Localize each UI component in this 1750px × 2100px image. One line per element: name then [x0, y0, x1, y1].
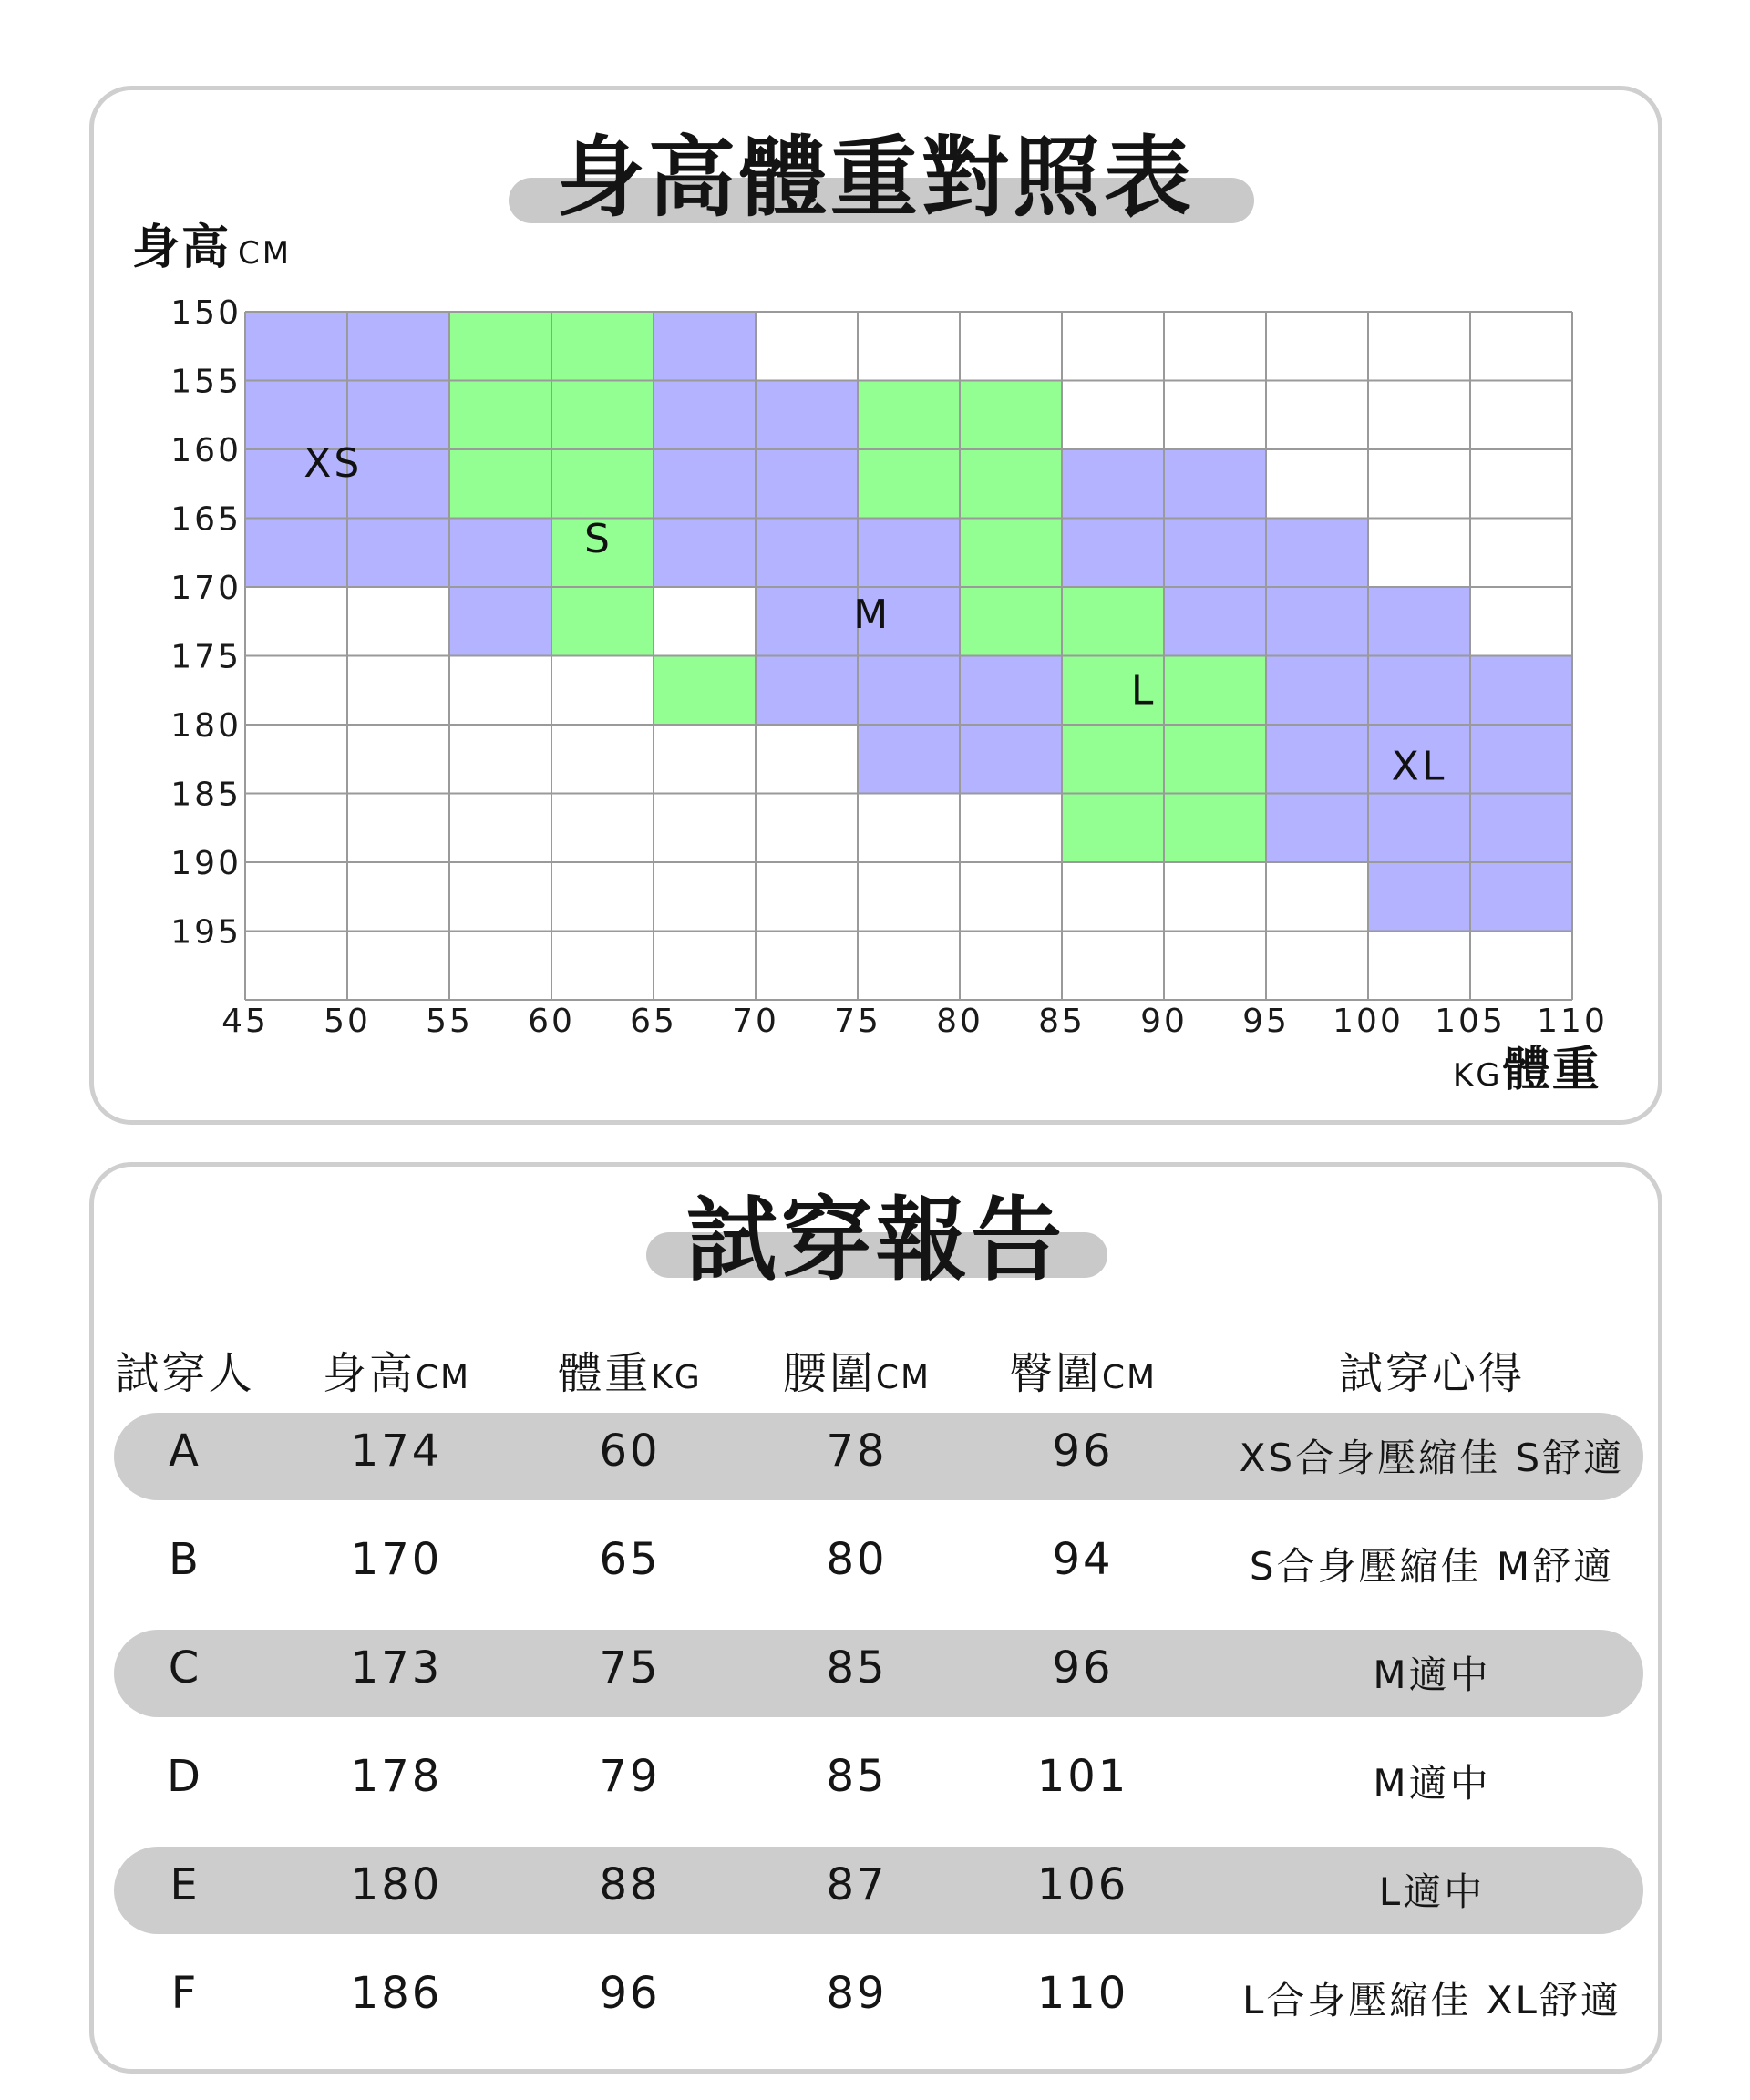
cell-waist: 80 [826, 1534, 888, 1585]
size-cell-m [449, 519, 551, 588]
x-axis-label: 體重 [1502, 1043, 1601, 1097]
size-cell-xl [1266, 519, 1368, 588]
x-tick-label: 85 [1038, 1003, 1086, 1040]
header-notes: 試穿心得 [1338, 1348, 1526, 1399]
size-cell-xl [1266, 656, 1368, 726]
cell-waist: 78 [826, 1426, 888, 1477]
size-cell-l [960, 449, 1062, 519]
cell-height: 186 [350, 1968, 443, 2019]
cell-weight: 79 [599, 1751, 661, 1802]
size-cell-xl [1062, 449, 1164, 519]
size-cell-m [858, 725, 960, 794]
table-row [94, 1955, 1658, 2043]
y-tick-label: 180 [170, 707, 242, 745]
size-cell-s [449, 312, 551, 381]
size-cell-m [654, 449, 756, 519]
cell-note: L合身壓縮佳 XL舒適 [1242, 1978, 1621, 2023]
x-tick-label: 95 [1242, 1003, 1290, 1040]
fitting-report-card [89, 1162, 1662, 2074]
size-cell-m [858, 656, 960, 726]
size-cell-s [551, 587, 654, 656]
cell-height: 173 [350, 1642, 443, 1693]
size-label-m: M [853, 592, 891, 639]
size-label-xl: XL [1391, 743, 1447, 790]
cell-note: M適中 [1373, 1652, 1491, 1697]
x-tick-label: 100 [1333, 1003, 1404, 1040]
size-cell-m [654, 381, 756, 450]
y-axis-unit: CM [238, 235, 293, 272]
cell-hip: 110 [1036, 1968, 1129, 2019]
size-cell-s [551, 381, 654, 450]
size-cell-m [654, 312, 756, 381]
size-cell-xl [1470, 862, 1572, 932]
size-cell-l [1164, 794, 1266, 863]
size-cell-l [960, 519, 1062, 588]
size-cell-m [449, 587, 551, 656]
size-cell-s [551, 312, 654, 381]
size-cell-m [756, 449, 858, 519]
table-row [94, 1521, 1658, 1609]
x-tick-label: 50 [324, 1003, 371, 1040]
cell-waist: 89 [826, 1968, 888, 2019]
size-cell-xl [1266, 794, 1368, 863]
x-tick-label: 80 [936, 1003, 983, 1040]
x-tick-label: 70 [732, 1003, 779, 1040]
y-tick-label: 150 [170, 294, 242, 332]
header-height: 身高CM [322, 1348, 471, 1399]
cell-waist: 87 [826, 1859, 888, 1910]
x-axis-caption [1446, 1031, 1601, 1099]
report-title: 試穿報告 [686, 1187, 1065, 1293]
size-cell-m [960, 725, 1062, 794]
y-tick-label: 190 [170, 845, 242, 882]
x-axis-unit: KG [1453, 1057, 1503, 1094]
x-tick-label: 55 [426, 1003, 473, 1040]
size-cell-l [960, 587, 1062, 656]
cell-weight: 88 [599, 1859, 661, 1910]
table-row [94, 1630, 1658, 1717]
y-tick-label: 155 [170, 363, 242, 401]
x-tick-label: 60 [528, 1003, 575, 1040]
size-cell-l [1164, 656, 1266, 726]
cell-note: M適中 [1373, 1761, 1491, 1806]
y-tick-labels [170, 294, 242, 952]
size-cell-xs [347, 449, 449, 519]
header-hip: 臀圍CM [1008, 1348, 1158, 1399]
size-grid-chart [94, 90, 1658, 1120]
cell-height: 170 [350, 1534, 443, 1585]
y-tick-label: 195 [170, 913, 242, 952]
size-cell-xl [1368, 587, 1470, 656]
size-cell-l [1062, 794, 1164, 863]
size-cell-xl [1368, 794, 1470, 863]
size-cell-xl [1062, 519, 1164, 588]
y-tick-label: 175 [170, 638, 242, 676]
size-chart-card [89, 86, 1662, 1125]
cell-hip: 106 [1036, 1859, 1129, 1910]
size-cell-s [449, 381, 551, 450]
cell-hip: 101 [1036, 1751, 1129, 1802]
size-cell-m [756, 519, 858, 588]
cell-note: L適中 [1378, 1869, 1486, 1914]
size-cell-xs [245, 519, 347, 588]
cell-person: B [169, 1534, 201, 1585]
x-tick-label: 110 [1537, 1003, 1608, 1040]
cell-weight: 75 [599, 1642, 661, 1693]
size-cell-xl [1266, 587, 1368, 656]
cell-weight: 96 [599, 1968, 661, 2019]
size-cell-l [960, 381, 1062, 450]
cell-person: E [170, 1859, 201, 1910]
size-cell-s [449, 449, 551, 519]
cell-person: C [168, 1642, 202, 1693]
y-tick-label: 185 [170, 776, 242, 814]
size-cell-l [1164, 725, 1266, 794]
cell-note: XS合身壓縮佳 S舒適 [1239, 1436, 1625, 1480]
cell-weight: 60 [599, 1426, 661, 1477]
y-axis-label: 身高 [132, 221, 232, 275]
size-label-l: L [1130, 667, 1157, 715]
x-tick-label: 75 [834, 1003, 881, 1040]
table-row [94, 1738, 1658, 1826]
cell-hip: 96 [1052, 1426, 1114, 1477]
size-cell-xl [1470, 794, 1572, 863]
cell-note: S合身壓縮佳 M舒適 [1249, 1544, 1615, 1589]
x-tick-label: 45 [221, 1003, 269, 1040]
cell-hip: 96 [1052, 1642, 1114, 1693]
size-cells [245, 312, 1572, 932]
size-cell-xs [347, 312, 449, 381]
size-cell-xs [245, 312, 347, 381]
size-cell-m [654, 519, 756, 588]
header-weight: 體重KG [558, 1348, 702, 1399]
size-cell-xl [1368, 656, 1470, 726]
size-cell-xs [245, 381, 347, 450]
chart-title: 身高體重對照表 [557, 127, 1195, 229]
size-label-s: S [584, 516, 612, 563]
size-cell-m [858, 519, 960, 588]
size-cell-xl [1368, 862, 1470, 932]
size-cell-m [756, 656, 858, 726]
size-cell-m [756, 587, 858, 656]
size-cell-xl [1164, 449, 1266, 519]
x-tick-label: 105 [1435, 1003, 1506, 1040]
size-cell-l [858, 449, 960, 519]
header-waist: 腰圍CM [782, 1348, 932, 1399]
cell-waist: 85 [826, 1751, 888, 1802]
cell-waist: 85 [826, 1642, 888, 1693]
cell-person: A [169, 1426, 201, 1477]
size-label-xs: XS [304, 440, 363, 488]
report-table-header [94, 1338, 1658, 1402]
table-row [94, 1413, 1658, 1500]
cell-height: 178 [350, 1751, 443, 1802]
header-person: 試穿人 [115, 1348, 255, 1399]
y-tick-label: 170 [170, 570, 242, 607]
cell-hip: 94 [1052, 1534, 1114, 1585]
size-cell-xs [347, 519, 449, 588]
size-cell-s [551, 449, 654, 519]
x-tick-label: 90 [1140, 1003, 1188, 1040]
table-row [94, 1847, 1658, 1934]
size-cell-m [756, 381, 858, 450]
size-cell-xs [347, 381, 449, 450]
y-tick-label: 165 [170, 500, 242, 539]
x-tick-labels [221, 1003, 1608, 1040]
size-cell-s [654, 656, 756, 726]
cell-person: D [167, 1751, 203, 1802]
size-cell-l [1062, 725, 1164, 794]
cell-height: 180 [350, 1859, 443, 1910]
size-cell-xl [1164, 587, 1266, 656]
size-cell-xl [1470, 725, 1572, 794]
size-cell-xl [1266, 725, 1368, 794]
cell-person: F [170, 1968, 200, 2019]
size-cell-l [858, 381, 960, 450]
size-cell-xl [1164, 519, 1266, 588]
x-tick-label: 65 [630, 1003, 677, 1040]
cell-weight: 65 [599, 1534, 661, 1585]
size-cell-l [1062, 587, 1164, 656]
size-cell-xl [1470, 656, 1572, 726]
cell-height: 174 [350, 1426, 443, 1477]
y-tick-label: 160 [170, 432, 242, 469]
size-cell-m [960, 656, 1062, 726]
